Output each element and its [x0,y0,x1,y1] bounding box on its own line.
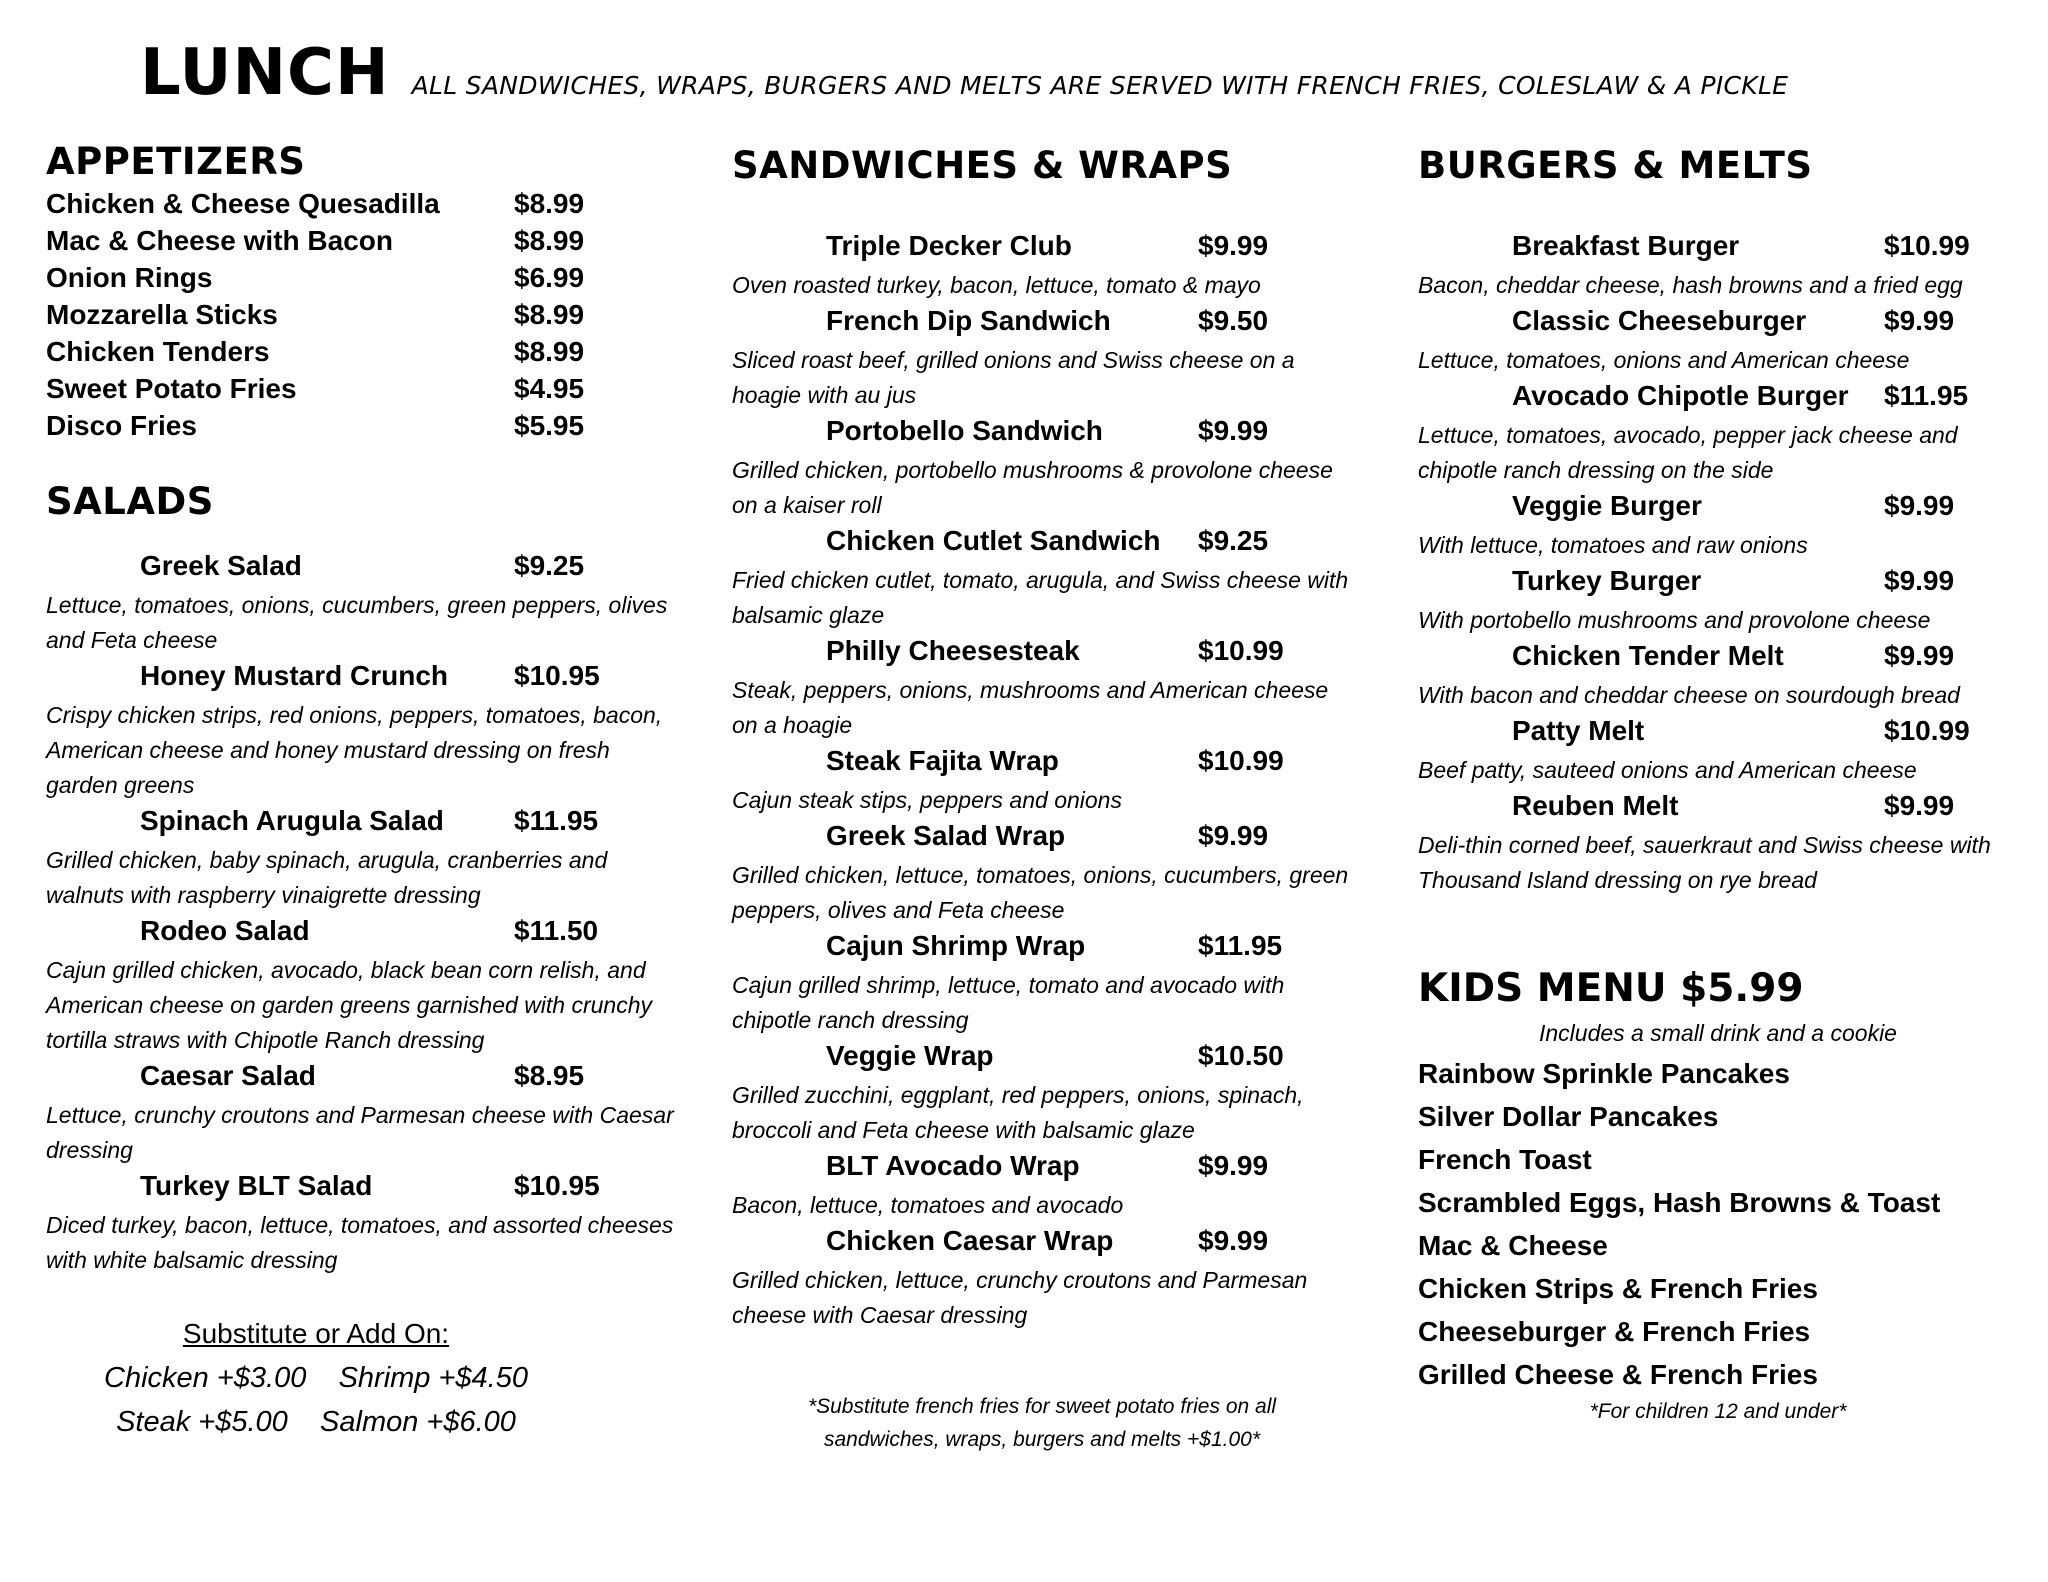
list-item [1418,303,2018,378]
item-name: Onion Rings [46,262,213,293]
item-description: Grilled chicken, lettuce, tomatoes, onions, cucumbers, green peppers, olives and Feta cheese [732,862,1349,923]
item-description: Lettuce, tomatoes, onions and American cheese [1418,347,1910,373]
item-name: French Dip Sandwich [826,305,1111,336]
item-price: $9.25 [1198,525,1269,556]
item-name: Turkey Burger [1512,565,1702,596]
item-description: Cajun grilled chicken, avocado, black bean corn relish, and American cheese on garden greens garnished with crunchy tortilla straws with Chipotle Ranch dressing [46,957,653,1053]
item-price: $8.99 [514,188,585,219]
item-price: $10.95 [514,1170,600,1201]
item-description: Grilled chicken, portobello mushrooms & provolone cheese on a kaiser roll [732,457,1333,518]
item-name: BLT Avocado Wrap [826,1150,1080,1181]
item-price: $11.95 [1198,930,1283,961]
item-description: Crispy chicken strips, red onions, peppers, tomatoes, bacon, American cheese and honey mustard dressing on fresh garden greens [46,702,663,798]
item-description: Beef patty, sauteed onions and American cheese [1418,757,1917,783]
item-name: Breakfast Burger [1512,230,1740,261]
list-item [732,1148,1352,1223]
item-description: Diced turkey, bacon, lettuce, tomatoes, and assorted cheeses with white balsamic dressing [46,1212,674,1273]
item-description: Lettuce, tomatoes, onions, cucumbers, green peppers, olives and Feta cheese [46,592,668,653]
item-price: $8.99 [514,225,585,256]
footnote-line: sandwiches, wraps, burgers and melts +$1.00* [824,1428,1260,1451]
salads-list [46,548,686,1278]
list-item [1418,713,2018,788]
list-item [46,658,686,803]
item-name: Caesar Salad [140,1060,316,1091]
appetizers-heading: APPETIZERS [46,140,306,183]
item-price: $4.95 [514,373,585,404]
item-name: Mozzarella Sticks [46,299,278,330]
addons-line: Chicken +$3.00 Shrimp +$4.50 [104,1362,528,1394]
item-name: Avocado Chipotle Burger [1512,380,1849,411]
item-price: $9.99 [1884,305,1955,336]
list-item [1418,563,2018,638]
list-item: Scrambled Eggs, Hash Browns & Toast [1418,1187,1941,1218]
list-item: Chicken Strips & French Fries [1418,1273,1818,1304]
burgers-list [1418,228,2018,898]
item-name: Chicken Tender Melt [1512,640,1784,671]
list-item [732,303,1352,413]
item-name: Triple Decker Club [826,230,1072,261]
item-description: Grilled zucchini, eggplant, red peppers, onions, spinach, broccoli and Feta cheese with balsamic glaze [732,1082,1304,1143]
item-price: $5.95 [514,410,585,441]
item-price: $9.99 [1198,820,1269,851]
list-item [46,1168,686,1278]
sandwiches-list [732,228,1352,1333]
list-item: Silver Dollar Pancakes [1418,1101,1719,1132]
item-description: Cajun grilled shrimp, lettuce, tomato and avocado with chipotle ranch dressing [732,972,1285,1033]
item-price: $8.99 [514,299,585,330]
item-name: Reuben Melt [1512,790,1679,821]
list-item [46,548,686,658]
sandwiches-heading: SANDWICHES & WRAPS [732,144,1233,187]
list-item: Rainbow Sprinkle Pancakes [1418,1058,1790,1089]
item-name: Portobello Sandwich [826,415,1103,446]
kids-menu-footnote: *For children 12 and under* [1589,1400,1847,1423]
item-price: $10.50 [1198,1040,1284,1071]
item-description: Fried chicken cutlet, tomato, arugula, and Swiss cheese with balsamic glaze [732,567,1349,628]
item-price: $9.99 [1884,790,1955,821]
burgers-heading: BURGERS & MELTS [1418,144,1813,187]
item-description: Sliced roast beef, grilled onions and Swiss cheese on a hoagie with au jus [732,347,1295,408]
item-price: $9.99 [1884,640,1955,671]
item-price: $6.99 [514,262,585,293]
list-item [732,228,1352,303]
menu-subtitle: ALL SANDWICHES, WRAPS, BURGERS AND MELTS ARE SERVED WITH FRENCH FRIES, COLESLAW & A PICKLE [411,71,1789,100]
list-item [1418,788,2018,898]
item-description: Oven roasted turkey, bacon, lettuce, tomato & mayo [732,272,1261,298]
item-name: Honey Mustard Crunch [140,660,449,691]
salads-heading: SALADS [46,480,214,523]
list-item: Cheeseburger & French Fries [1418,1316,1811,1347]
item-name: Greek Salad Wrap [826,820,1066,851]
item-price: $11.95 [514,805,599,836]
item-price: $9.50 [1198,305,1269,336]
list-item [1418,228,2018,303]
item-price: $10.95 [514,660,600,691]
list-item [732,1223,1352,1333]
item-name: Chicken Caesar Wrap [826,1225,1114,1256]
list-item [1418,378,2018,488]
item-price: $8.99 [514,336,585,367]
list-item [1418,638,2018,713]
item-price: $10.99 [1884,230,1970,261]
list-item [732,743,1352,818]
item-name: Classic Cheeseburger [1512,305,1807,336]
list-item [46,913,686,1058]
list-item [732,523,1352,633]
item-name: Disco Fries [46,410,197,441]
addons-line: Steak +$5.00 Salmon +$6.00 [116,1406,516,1438]
item-name: Rodeo Salad [140,915,310,946]
item-name: Chicken Cutlet Sandwich [826,525,1161,556]
kids-menu-note: Includes a small drink and a cookie [1539,1020,1897,1046]
item-price: $10.99 [1198,745,1284,776]
list-item [732,818,1352,928]
list-item [1418,488,2018,563]
list-item: Grilled Cheese & French Fries [1418,1359,1818,1390]
item-price: $11.50 [514,915,599,946]
item-description: Lettuce, crunchy croutons and Parmesan cheese with Caesar dressing [46,1102,674,1163]
kids-menu-heading: KIDS MENU $5.99 [1418,966,1804,1011]
item-name: Turkey BLT Salad [140,1170,373,1201]
item-name: Cajun Shrimp Wrap [826,930,1086,961]
item-price: $9.99 [1198,1150,1269,1181]
item-price: $9.99 [1198,1225,1269,1256]
item-description: With portobello mushrooms and provolone cheese [1418,607,1931,633]
item-price: $9.99 [1884,490,1955,521]
item-description: Bacon, cheddar cheese, hash browns and a fried egg [1418,272,1963,298]
list-item [732,413,1352,523]
item-name: Mac & Cheese with Bacon [46,225,393,256]
item-name: Steak Fajita Wrap [826,745,1059,776]
item-price: $10.99 [1884,715,1970,746]
item-description: Deli-thin corned beef, sauerkraut and Swiss cheese with Thousand Island dressing on rye bread [1418,832,1991,893]
footnote-line: *Substitute french fries for sweet potato fries on all [807,1395,1277,1418]
item-name: Chicken Tenders [46,336,270,367]
item-name: Philly Cheesesteak [826,635,1080,666]
item-name: Spinach Arugula Salad [140,805,444,836]
item-price: $11.95 [1884,380,1969,411]
item-description: Grilled chicken, baby spinach, arugula, cranberries and walnuts with raspberry vinaigrette dressing [46,847,608,908]
list-item [732,633,1352,743]
item-price: $8.95 [514,1060,585,1091]
item-name: Patty Melt [1512,715,1645,746]
item-price: $9.99 [1198,230,1269,261]
list-item [732,928,1352,1038]
item-price: $10.99 [1198,635,1284,666]
fries-footnote [732,1390,1352,1456]
menu-header [140,36,1788,110]
item-name: Veggie Burger [1512,490,1702,521]
item-price: $9.25 [514,550,585,581]
item-price: $9.99 [1884,565,1955,596]
addons-block [46,1318,686,1450]
item-name: Sweet Potato Fries [46,373,297,404]
list-item: Mac & Cheese [1418,1230,1608,1261]
list-item [732,1038,1352,1148]
item-price: $9.99 [1198,415,1269,446]
item-description: With bacon and cheddar cheese on sourdough bread [1418,682,1960,708]
list-item [46,1058,686,1168]
item-description: Cajun steak stips, peppers and onions [732,787,1122,813]
list-item [46,803,686,913]
addons-title: Substitute or Add On: [182,1318,450,1349]
item-description: Grilled chicken, lettuce, crunchy croutons and Parmesan cheese with Caesar dressing [732,1267,1308,1328]
item-name: Greek Salad [140,550,302,581]
item-description: Bacon, lettuce, tomatoes and avocado [732,1192,1124,1218]
item-description: With lettuce, tomatoes and raw onions [1418,532,1808,558]
menu-title: LUNCH [140,36,390,110]
item-description: Lettuce, tomatoes, avocado, pepper jack cheese and chipotle ranch dressing on the side [1418,422,1958,483]
item-name: Veggie Wrap [826,1040,994,1071]
list-item: French Toast [1418,1144,1592,1175]
item-description: Steak, peppers, onions, mushrooms and American cheese on a hoagie [732,677,1329,738]
item-name: Chicken & Cheese Quesadilla [46,188,440,219]
kids-menu-list [1418,1052,1940,1396]
